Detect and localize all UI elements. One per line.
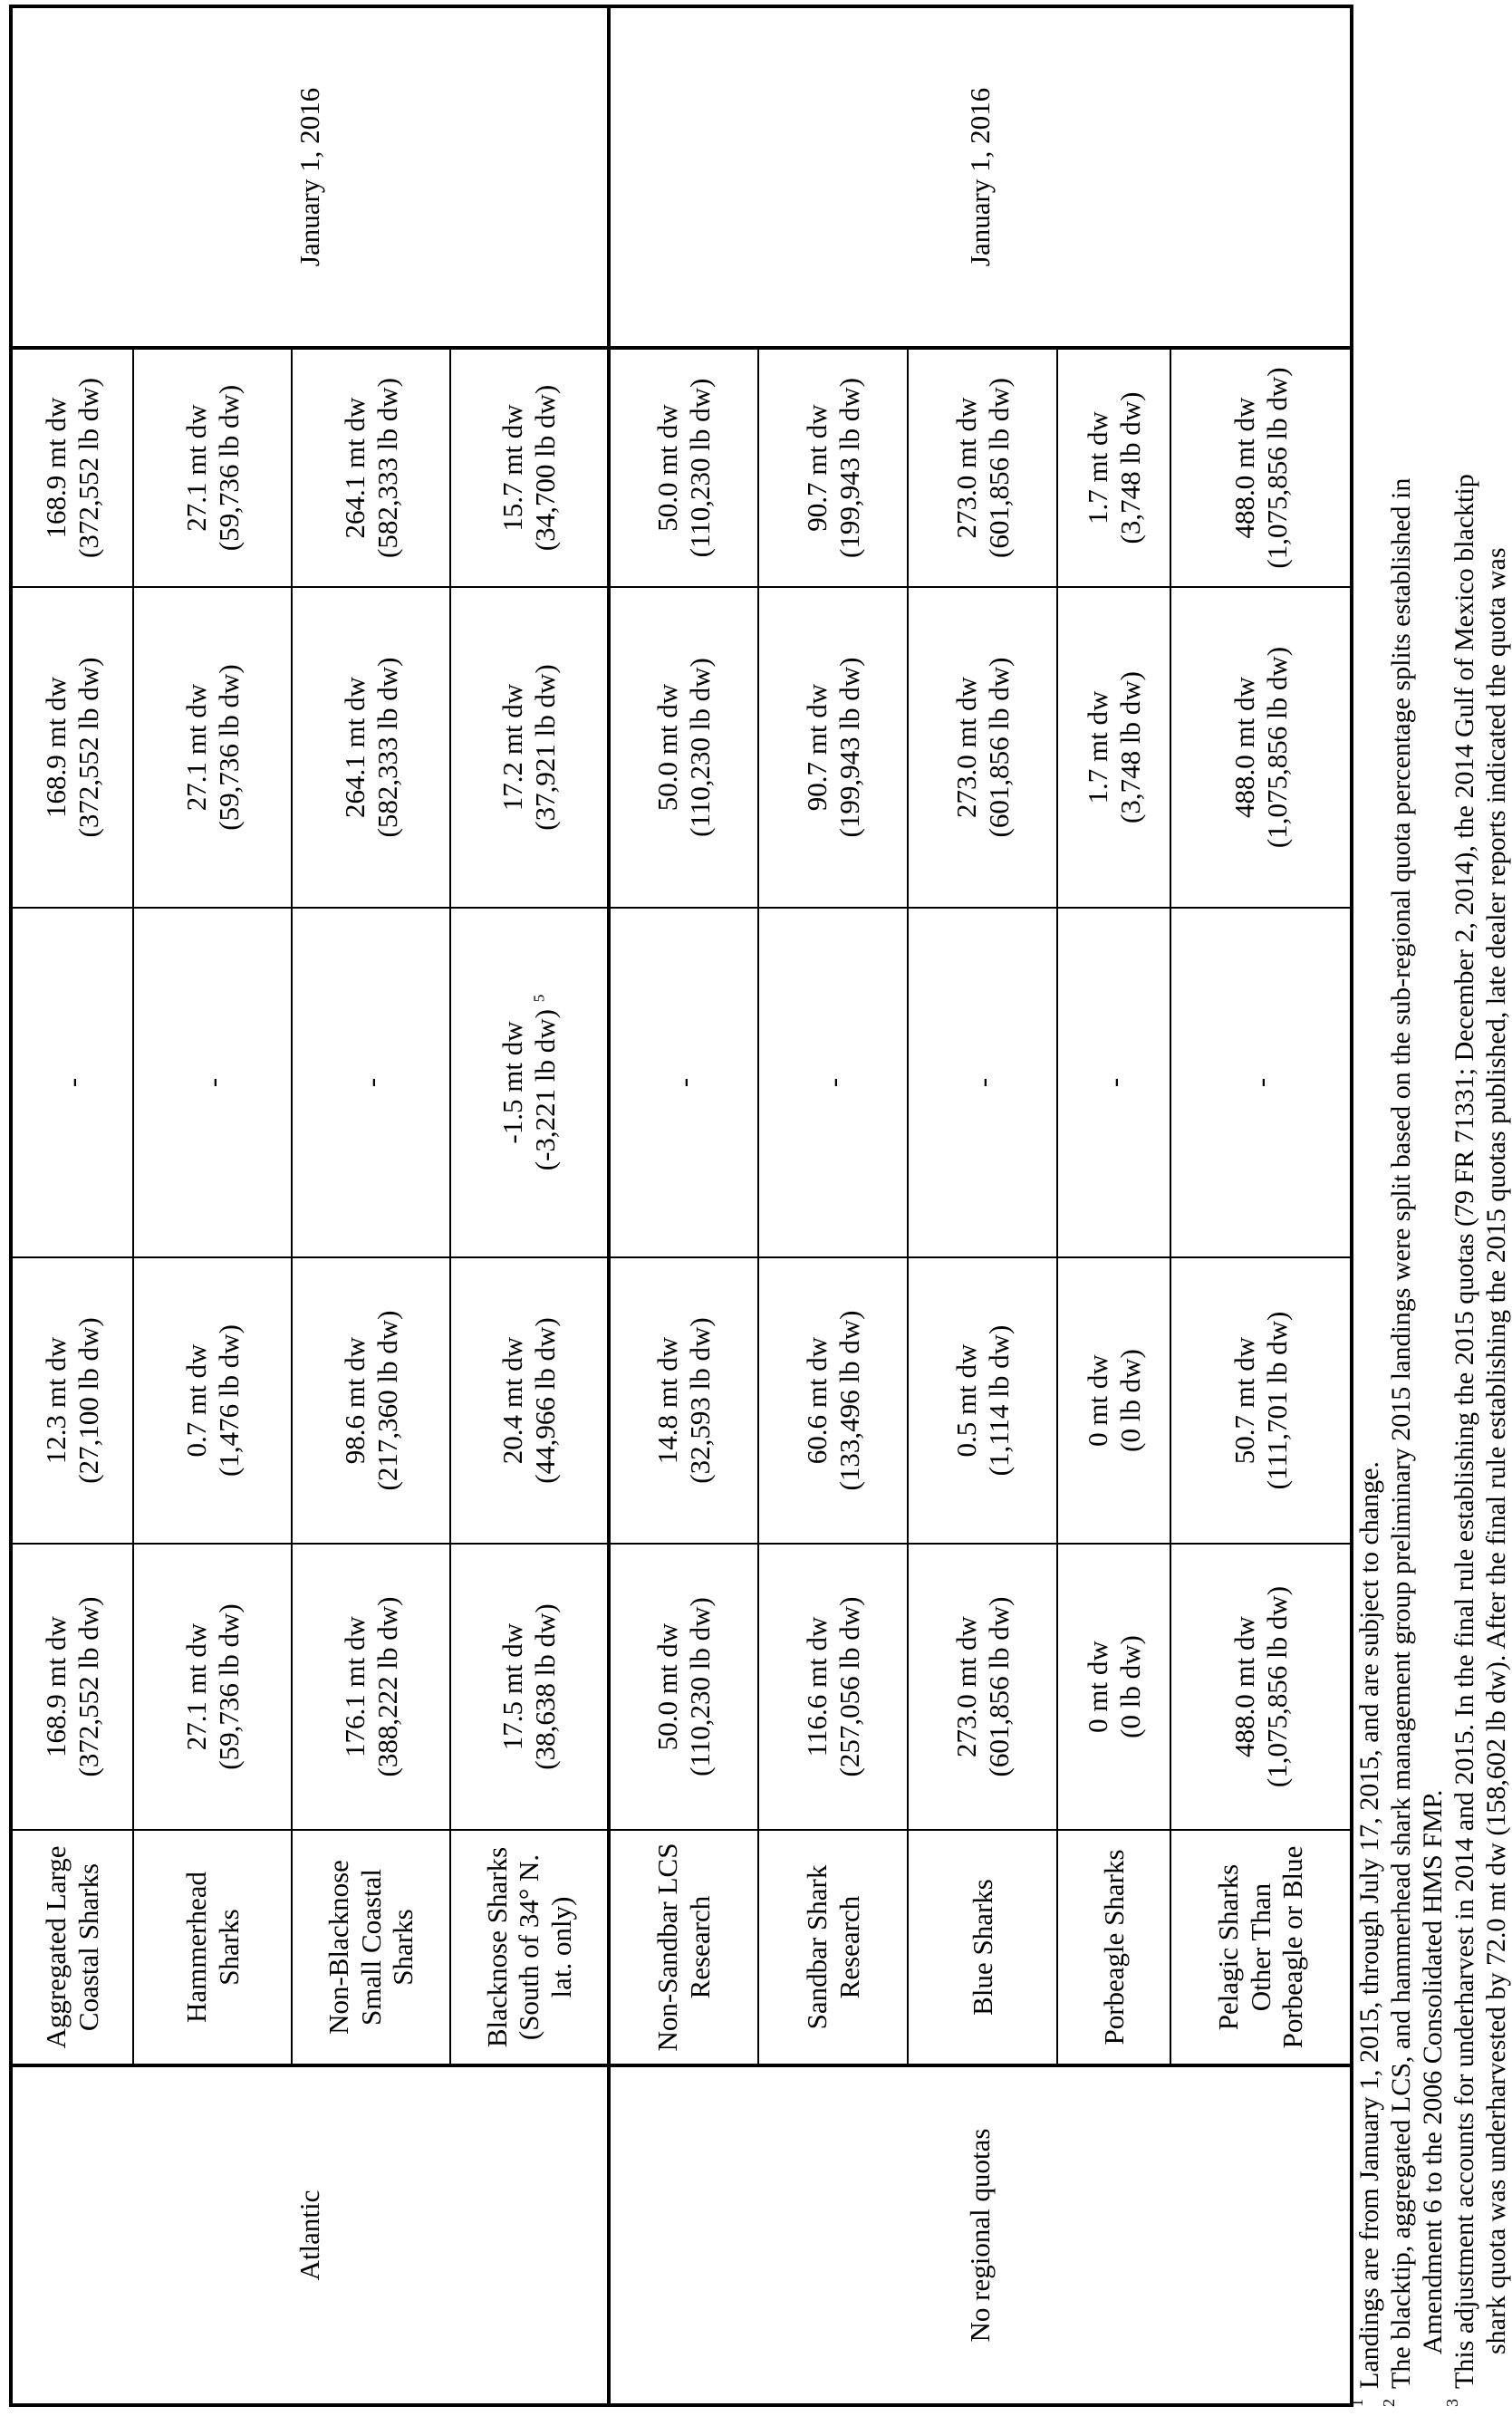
species-cell: Porbeagle Sharks — [1057, 1830, 1170, 2065]
footnote-text: Landings are from January 1, 2015, through July 17, 2015, and are subject to change. — [1354, 1461, 1384, 2389]
adjustment-cell: - — [758, 908, 908, 1257]
footnote — [1348, 15, 1385, 2407]
value-cell: 0.5 mt dw (1,114 lb dw) — [908, 1257, 1057, 1544]
quota-cell: 273.0 mt dw (601,856 lb dw) — [908, 587, 1057, 908]
season-date-cell: January 1, 2016 — [11, 6, 609, 348]
final-quota-cell: 90.7 mt dw (199,943 lb dw) — [758, 348, 908, 587]
adjustment-cell: - — [11, 908, 133, 1257]
footnote-text: shark quota was underharvested by 72.0 mt dw (158,602 lb dw). After the final rule establishing the 2015 quotas published, late dealer reports indicated the quota was — [1481, 547, 1512, 2354]
quota-cell: 17.2 mt dw (37,921 lb dw) — [450, 587, 609, 908]
final-quota-cell: 168.9 mt dw (372,552 lb dw) — [11, 348, 133, 587]
value-cell: 20.4 mt dw (44,966 lb dw) — [450, 1257, 609, 1544]
table-row — [609, 6, 758, 2405]
adjustment-cell: - — [133, 908, 292, 1257]
species-cell: Aggregated Large Coastal Sharks — [11, 1830, 133, 2065]
region-cell: No regional quotas — [609, 2065, 1352, 2405]
table-row — [133, 6, 292, 2405]
species-cell: Sandbar Shark Research — [758, 1830, 908, 2065]
table-row — [11, 6, 133, 2405]
landings-cell: 273.0 mt dw (601,856 lb dw) — [908, 1544, 1057, 1830]
landings-cell: 50.0 mt dw (110,230 lb dw) — [609, 1544, 758, 1830]
value-cell: 0 mt dw (0 lb dw) — [1057, 1257, 1170, 1544]
table-row — [1057, 6, 1170, 2405]
region-cell: Atlantic — [11, 2065, 609, 2405]
landings-cell: 116.6 mt dw (257,056 lb dw) — [758, 1544, 908, 1830]
quota-cell: 264.1 mt dw (582,333 lb dw) — [292, 587, 450, 908]
quota-cell: 168.9 mt dw (372,552 lb dw) — [11, 587, 133, 908]
final-quota-cell: 27.1 mt dw (59,736 lb dw) — [133, 348, 292, 587]
value-cell: 60.6 mt dw (133,496 lb dw) — [758, 1257, 908, 1544]
final-quota-cell: 1.7 mt dw (3,748 lb dw) — [1057, 348, 1170, 587]
footnote-ref: 5 — [530, 994, 548, 1003]
value-cell: 0.7 mt dw (1,476 lb dw) — [133, 1257, 292, 1544]
season-date-cell: January 1, 2016 — [609, 6, 1352, 348]
adjustment-cell: - — [292, 908, 450, 1257]
adjustment-cell: -1.5 mt dw (-3,221 lb dw) $^5$ — [450, 908, 609, 1257]
table-row — [1170, 6, 1352, 2405]
final-quota-cell: 273.0 mt dw (601,856 lb dw) — [908, 348, 1057, 587]
landings-cell: 27.1 mt dw (59,736 lb dw) — [133, 1544, 292, 1830]
footnote-text: This adjustment accounts for underharvest in 2014 and 2015. In the final rule establishing the 2015 quotas (79 FR 71331; December 2, 2014), the 2014 Gulf of Mexico blacktip — [1449, 474, 1480, 2389]
species-cell: Non-Sandbar LCS Research — [609, 1830, 758, 2065]
footnote-number: 1 — [1348, 2399, 1366, 2407]
adjustment-lb-value: (-3,221 lb dw) — [529, 1009, 561, 1171]
adjustment-cell: - — [609, 908, 758, 1257]
landings-cell: 176.1 mt dw (388,222 lb dw) — [292, 1544, 450, 1830]
species-cell: Blue Sharks — [908, 1830, 1057, 2065]
final-quota-cell: 15.7 mt dw (34,700 lb dw) — [450, 348, 609, 587]
final-quota-cell: 264.1 mt dw (582,333 lb dw) — [292, 348, 450, 587]
footnote — [1380, 15, 1449, 2407]
footnote-number: 2 — [1380, 2399, 1399, 2407]
footnote-text: The blacktip, aggregated LCS, and hammerhead shark management group preliminary 2015 landings were split based on the sub-regional quota percentage splits established in — [1386, 477, 1417, 2389]
quota-cell: 488.0 mt dw (1,075,856 lb dw) — [1170, 587, 1352, 908]
quota-cell: 50.0 mt dw (110,230 lb dw) — [609, 587, 758, 908]
value-cell: 98.6 mt dw (217,360 lb dw) — [292, 1257, 450, 1544]
value-cell: 12.3 mt dw (27,100 lb dw) — [11, 1257, 133, 1544]
adjustment-cell: - — [908, 908, 1057, 1257]
table-row — [450, 6, 609, 2405]
adjustment-cell: - — [1057, 908, 1170, 1257]
value-cell: 14.8 mt dw (32,593 lb dw) — [609, 1257, 758, 1544]
quota-cell: 27.1 mt dw (59,736 lb dw) — [133, 587, 292, 908]
quota-cell: 1.7 mt dw (3,748 lb dw) — [1057, 587, 1170, 908]
landings-cell: 17.5 mt dw (38,638 lb dw) — [450, 1544, 609, 1830]
final-quota-cell: 50.0 mt dw (110,230 lb dw) — [609, 348, 758, 587]
final-quota-cell: 488.0 mt dw (1,075,856 lb dw) — [1170, 348, 1352, 587]
footnotes — [1348, 15, 1512, 2407]
value-cell: 50.7 mt dw (111,701 lb dw) — [1170, 1257, 1352, 1544]
species-cell: Pelagic Sharks Other Than Porbeagle or Blue — [1170, 1830, 1352, 2065]
quota-cell: 90.7 mt dw (199,943 lb dw) — [758, 587, 908, 908]
table-row — [908, 6, 1057, 2405]
landings-cell: 488.0 mt dw (1,075,856 lb dw) — [1170, 1544, 1352, 1830]
table-row — [292, 6, 450, 2405]
landings-cell: 168.9 mt dw (372,552 lb dw) — [11, 1544, 133, 1830]
footnote-text: Amendment 6 to the 2006 Consolidated HMS FMP. — [1418, 1789, 1449, 2354]
quota-table — [9, 5, 1353, 2407]
adjustment-cell: - — [1170, 908, 1352, 1257]
species-cell: Hammerhead Sharks — [133, 1830, 292, 2065]
landings-cell: 0 mt dw (0 lb dw) — [1057, 1544, 1170, 1830]
table-row — [758, 6, 908, 2405]
footnote-number: 3 — [1443, 2399, 1462, 2407]
species-cell: Blacknose Sharks (South of 34° N. lat. only) — [450, 1830, 609, 2065]
species-cell: Non-Blacknose Small Coastal Sharks — [292, 1830, 450, 2065]
footnote — [1443, 15, 1512, 2407]
